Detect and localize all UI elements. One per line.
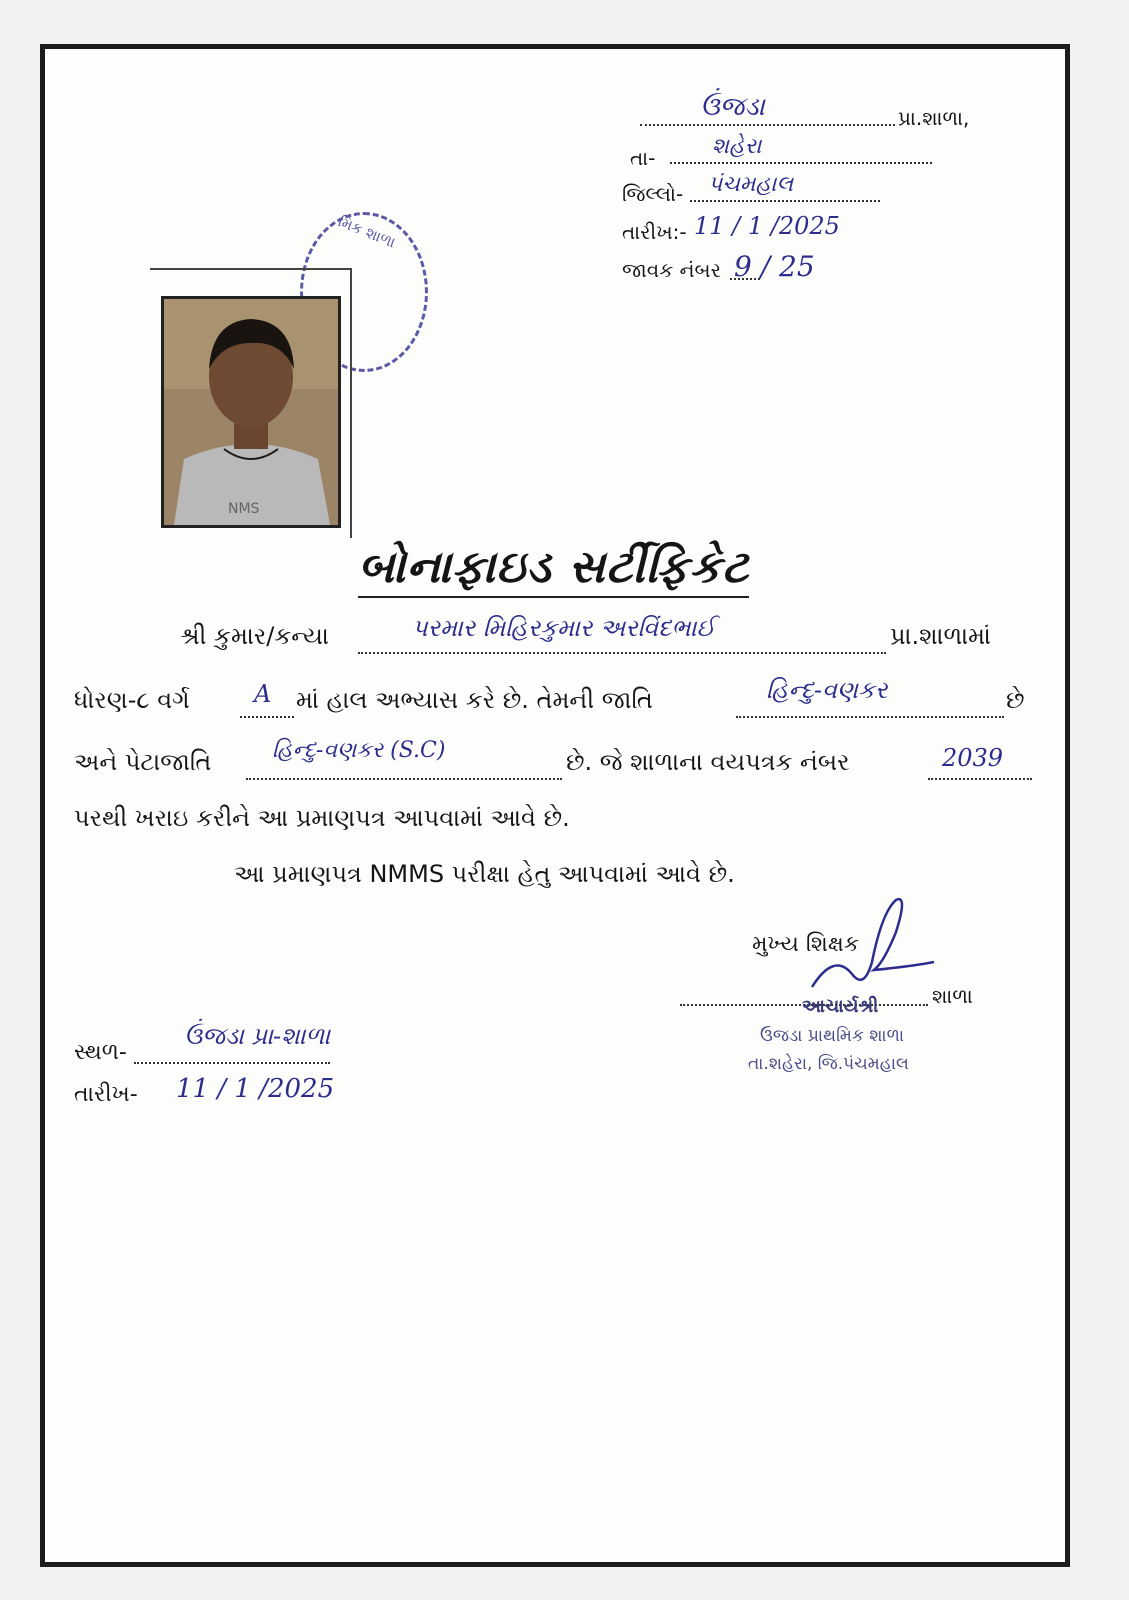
district-label: જિલ્લો- [622, 182, 684, 206]
place-hand: ઉંજડા પ્રા-શાળા [184, 1022, 331, 1050]
place-dots [134, 1062, 330, 1064]
footer-date-label: તારીખ- [74, 1082, 138, 1107]
caste-dots [736, 716, 1004, 718]
date-hand: 11 / 1 /2025 [694, 212, 840, 240]
footer-date-hand: 11 / 1 /2025 [176, 1074, 335, 1104]
student-name-hand: પરમાર મિહિરકુમાર અરવિંદભાઈ [412, 614, 716, 642]
school-dots [640, 124, 895, 126]
caste-hand: હિન્દુ-વણકર [766, 676, 888, 704]
register-hand: 2039 [942, 744, 1004, 772]
name-dots [358, 652, 886, 654]
class-hand: A [254, 680, 272, 708]
taluka-dots [670, 162, 932, 164]
svg-text:NMS: NMS [228, 501, 260, 517]
date-label: તારીખ:- [622, 220, 687, 244]
student-photo-image [164, 299, 338, 525]
signature-designation: આચાર્યશ્રી [802, 996, 879, 1017]
line2-suffix: છે [1006, 686, 1025, 714]
line3-mid: છે. જે શાળાના વયપત્રક નંબર [566, 748, 850, 776]
district-dots [690, 200, 880, 202]
place-label: સ્થળ- [74, 1040, 127, 1065]
stamp-text: મિક શાળા [335, 212, 399, 252]
signature-stamp-line1: ઉજડા પ્રાથમિક શાળા [760, 1026, 905, 1046]
signature-school-suffix: શાળા [932, 984, 973, 1008]
signature-title: મુખ્ય શિક્ષક [752, 932, 860, 957]
line2-mid: માં હાલ અભ્યાસ કરે છે. તેમની જાતિ [296, 686, 653, 714]
line4: પરથી ખરાઇ કરીને આ પ્રમાણપત્ર આપવામાં આવે છે. [74, 804, 570, 832]
line5: આ પ્રમાણપત્ર NMMS પરીક્ષા હેતુ આપવામાં આવે છે. [234, 860, 735, 888]
outward-hand: 9 / 25 [734, 250, 815, 283]
signature-stamp-line2: તા.શહેરા, જિ.પંચમહાલ [748, 1054, 909, 1074]
taluka-label: તા- [630, 146, 656, 170]
student-photo [161, 296, 341, 528]
school-suffix: પ્રા.શાળા, [898, 106, 970, 130]
taluka-hand: શહેરા [712, 134, 762, 159]
line3-prefix: અને પેટાજાતિ [74, 748, 212, 776]
line2-prefix: ધોરણ-૮ વર્ગ [74, 686, 190, 714]
register-dots [928, 778, 1032, 780]
line1-suffix: પ્રા.શાળામાં [890, 622, 991, 650]
subcaste-dots [246, 778, 562, 780]
line1-prefix: શ્રી કુમાર/કન્યા [180, 622, 329, 650]
subcaste-hand: હિન્દુ-વણકર (S.C) [272, 738, 446, 763]
school-name-hand: ઉંજડા [700, 92, 765, 122]
district-hand: પંચમહાલ [708, 172, 794, 197]
class-dots [240, 716, 294, 718]
certificate-title: બોનાફાઇડ સર્ટીફિકેટ [358, 540, 749, 598]
outward-label: જાવક નંબર [622, 258, 721, 282]
signature-scribble [804, 892, 944, 1002]
